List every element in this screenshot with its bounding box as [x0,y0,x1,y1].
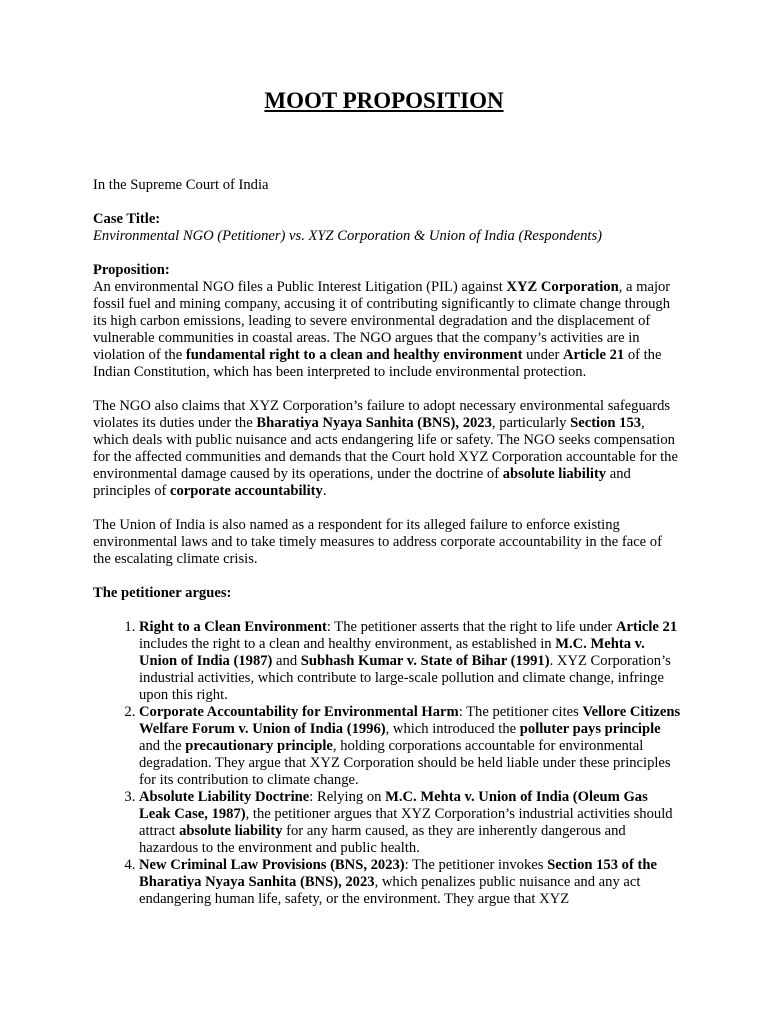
court-line: In the Supreme Court of India [93,177,269,193]
document-body [93,177,683,908]
list-item: 4. New Criminal Law Provisions (BNS, 2023): The petitioner invokes Section 153 of the Bharatiya Nyaya Sanhita (BNS), 2023, which penalizes public nuisance and any act endangering human life, safety, or the environment. They argue that XYZ [139,857,683,908]
arguments-list [93,619,683,908]
proposition-paragraph-2: The NGO also claims that XYZ Corporation’s failure to adopt necessary environmental safeguards violates its duties under the Bharatiya Nyaya Sanhita (BNS), 2023, particularly Section 153, which deals with public nuisance and acts endangering life or safety. The NGO seeks compensation for the affected communities and demands that the Court hold XYZ Corporation accountable for the environmental damage caused by its operations, under the doctrine of absolute liability and principles of corporate accountability. [93,398,678,499]
list-item: 3. Absolute Liability Doctrine: Relying on M.C. Mehta v. Union of India (Oleum Gas Leak Case, 1987), the petitioner argues that XYZ Corporation’s industrial activities should attract absolute liability for any harm caused, as they are inherently dangerous and hazardous to the environment and public health. [139,789,683,857]
case-title: Environmental NGO (Petitioner) vs. XYZ Corporation & Union of India (Respondents) [93,228,602,244]
list-item: 1. Right to a Clean Environment: The petitioner asserts that the right to life under Article 21 includes the right to a clean and healthy environment, as established in M.C. Mehta v. Union of India (1987) and Subhash Kumar v. State of Bihar (1991). XYZ Corporation’s industrial activities, which contribute to large-scale pollution and climate change, infringe upon this right. [139,619,683,704]
proposition-paragraph-3: The Union of India is also named as a respondent for its alleged failure to enforce existing environmental laws and to take timely measures to address corporate accountability in the face of the escalating climate crisis. [93,517,662,567]
proposition-paragraph-1: An environmental NGO files a Public Interest Litigation (PIL) against XYZ Corporation, a major fossil fuel and mining company, accusing it of contributing significantly to climate change through its high carbon emissions, leading to severe environmental degradation and the displacement of vulnerable communities in coastal areas. The NGO argues that the company’s activities are in violation of the fundamental right to a clean and healthy environment under Article 21 of the Indian Constitution, which has been interpreted to include environmental protection. [93,279,671,380]
list-item: 2. Corporate Accountability for Environmental Harm: The petitioner cites Vellore Citizens Welfare Forum v. Union of India (1996), which introduced the polluter pays principle and the precautionary principle, holding corporations accountable for environmental degradation. They argue that XYZ Corporation should be held liable under these principles for its contribution to climate change. [139,704,683,789]
petitioner-argues-label: The petitioner argues: [93,585,232,601]
case-title-label: Case Title: [93,211,161,227]
page-title: MOOT PROPOSITION [264,88,504,113]
proposition-label: Proposition: [93,262,170,278]
